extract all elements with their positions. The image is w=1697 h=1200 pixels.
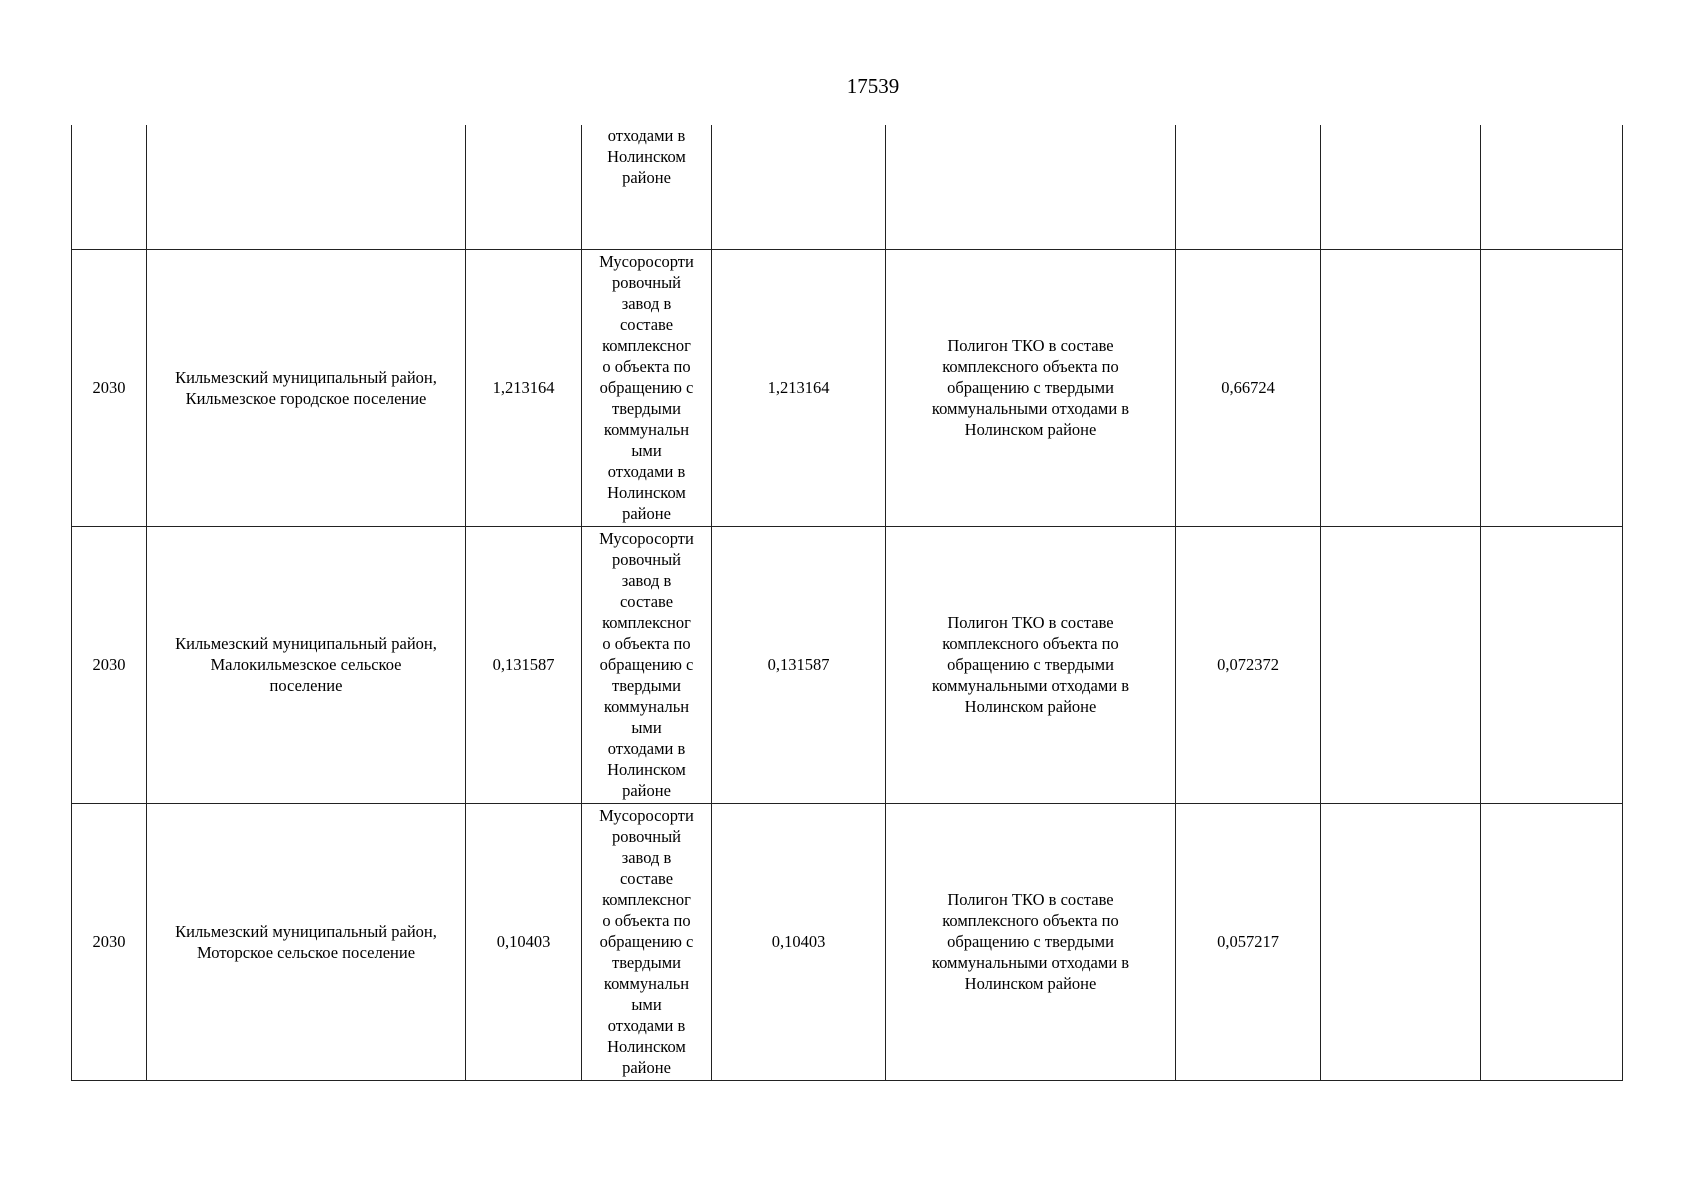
- table-row: [72, 803, 1623, 1080]
- extra-2-cell: [1481, 125, 1623, 249]
- volume-2-cell: [712, 125, 886, 249]
- volume-1-cell: 0,131587: [466, 526, 582, 803]
- year-cell: 2030: [72, 249, 147, 526]
- volume-1-cell: 1,213164: [466, 249, 582, 526]
- volume-3-cell: 0,66724: [1176, 249, 1321, 526]
- volume-3-cell: [1176, 125, 1321, 249]
- facility-1-cell: Мусоросорти ровочный завод в составе комплексног о объекта по обращению с твердыми коммунальн ыми отходами в Нолинском районе: [582, 803, 712, 1080]
- municipality-cell: Кильмезский муниципальный район, Малокильмезское сельское поселение: [147, 526, 466, 803]
- table-row-continuation: [72, 125, 1623, 249]
- municipality-cell: Кильмезский муниципальный район, Кильмезское городское поселение: [147, 249, 466, 526]
- extra-2-cell: [1481, 249, 1623, 526]
- table-row: [72, 526, 1623, 803]
- page-number: 17539: [846, 74, 900, 98]
- extra-1-cell: [1321, 249, 1481, 526]
- extra-1-cell: [1321, 125, 1481, 249]
- volume-2-cell: 0,10403: [712, 803, 886, 1080]
- facility-2-cell: [886, 125, 1176, 249]
- municipality-cell: [147, 125, 466, 249]
- facility-1-cell: отходами в Нолинском районе: [582, 125, 712, 249]
- year-cell: [72, 125, 147, 249]
- volume-3-cell: 0,057217: [1176, 803, 1321, 1080]
- facility-2-cell: Полигон ТКО в составе комплексного объекта по обращению с твердыми коммунальными отходами в Нолинском районе: [886, 526, 1176, 803]
- municipality-cell: Кильмезский муниципальный район, Моторское сельское поселение: [147, 803, 466, 1080]
- table-row: [72, 249, 1623, 526]
- facility-2-cell: Полигон ТКО в составе комплексного объекта по обращению с твердыми коммунальными отходами в Нолинском районе: [886, 249, 1176, 526]
- year-cell: 2030: [72, 526, 147, 803]
- data-table: [71, 125, 1623, 1081]
- volume-3-cell: 0,072372: [1176, 526, 1321, 803]
- extra-1-cell: [1321, 803, 1481, 1080]
- extra-2-cell: [1481, 803, 1623, 1080]
- facility-1-cell: Мусоросорти ровочный завод в составе комплексног о объекта по обращению с твердыми коммунальн ыми отходами в Нолинском районе: [582, 526, 712, 803]
- year-cell: 2030: [72, 803, 147, 1080]
- facility-2-cell: Полигон ТКО в составе комплексного объекта по обращению с твердыми коммунальными отходами в Нолинском районе: [886, 803, 1176, 1080]
- extra-2-cell: [1481, 526, 1623, 803]
- extra-1-cell: [1321, 526, 1481, 803]
- facility-1-cell: Мусоросорти ровочный завод в составе комплексног о объекта по обращению с твердыми коммунальн ыми отходами в Нолинском районе: [582, 249, 712, 526]
- volume-2-cell: 1,213164: [712, 249, 886, 526]
- volume-2-cell: 0,131587: [712, 526, 886, 803]
- volume-1-cell: 0,10403: [466, 803, 582, 1080]
- volume-1-cell: [466, 125, 582, 249]
